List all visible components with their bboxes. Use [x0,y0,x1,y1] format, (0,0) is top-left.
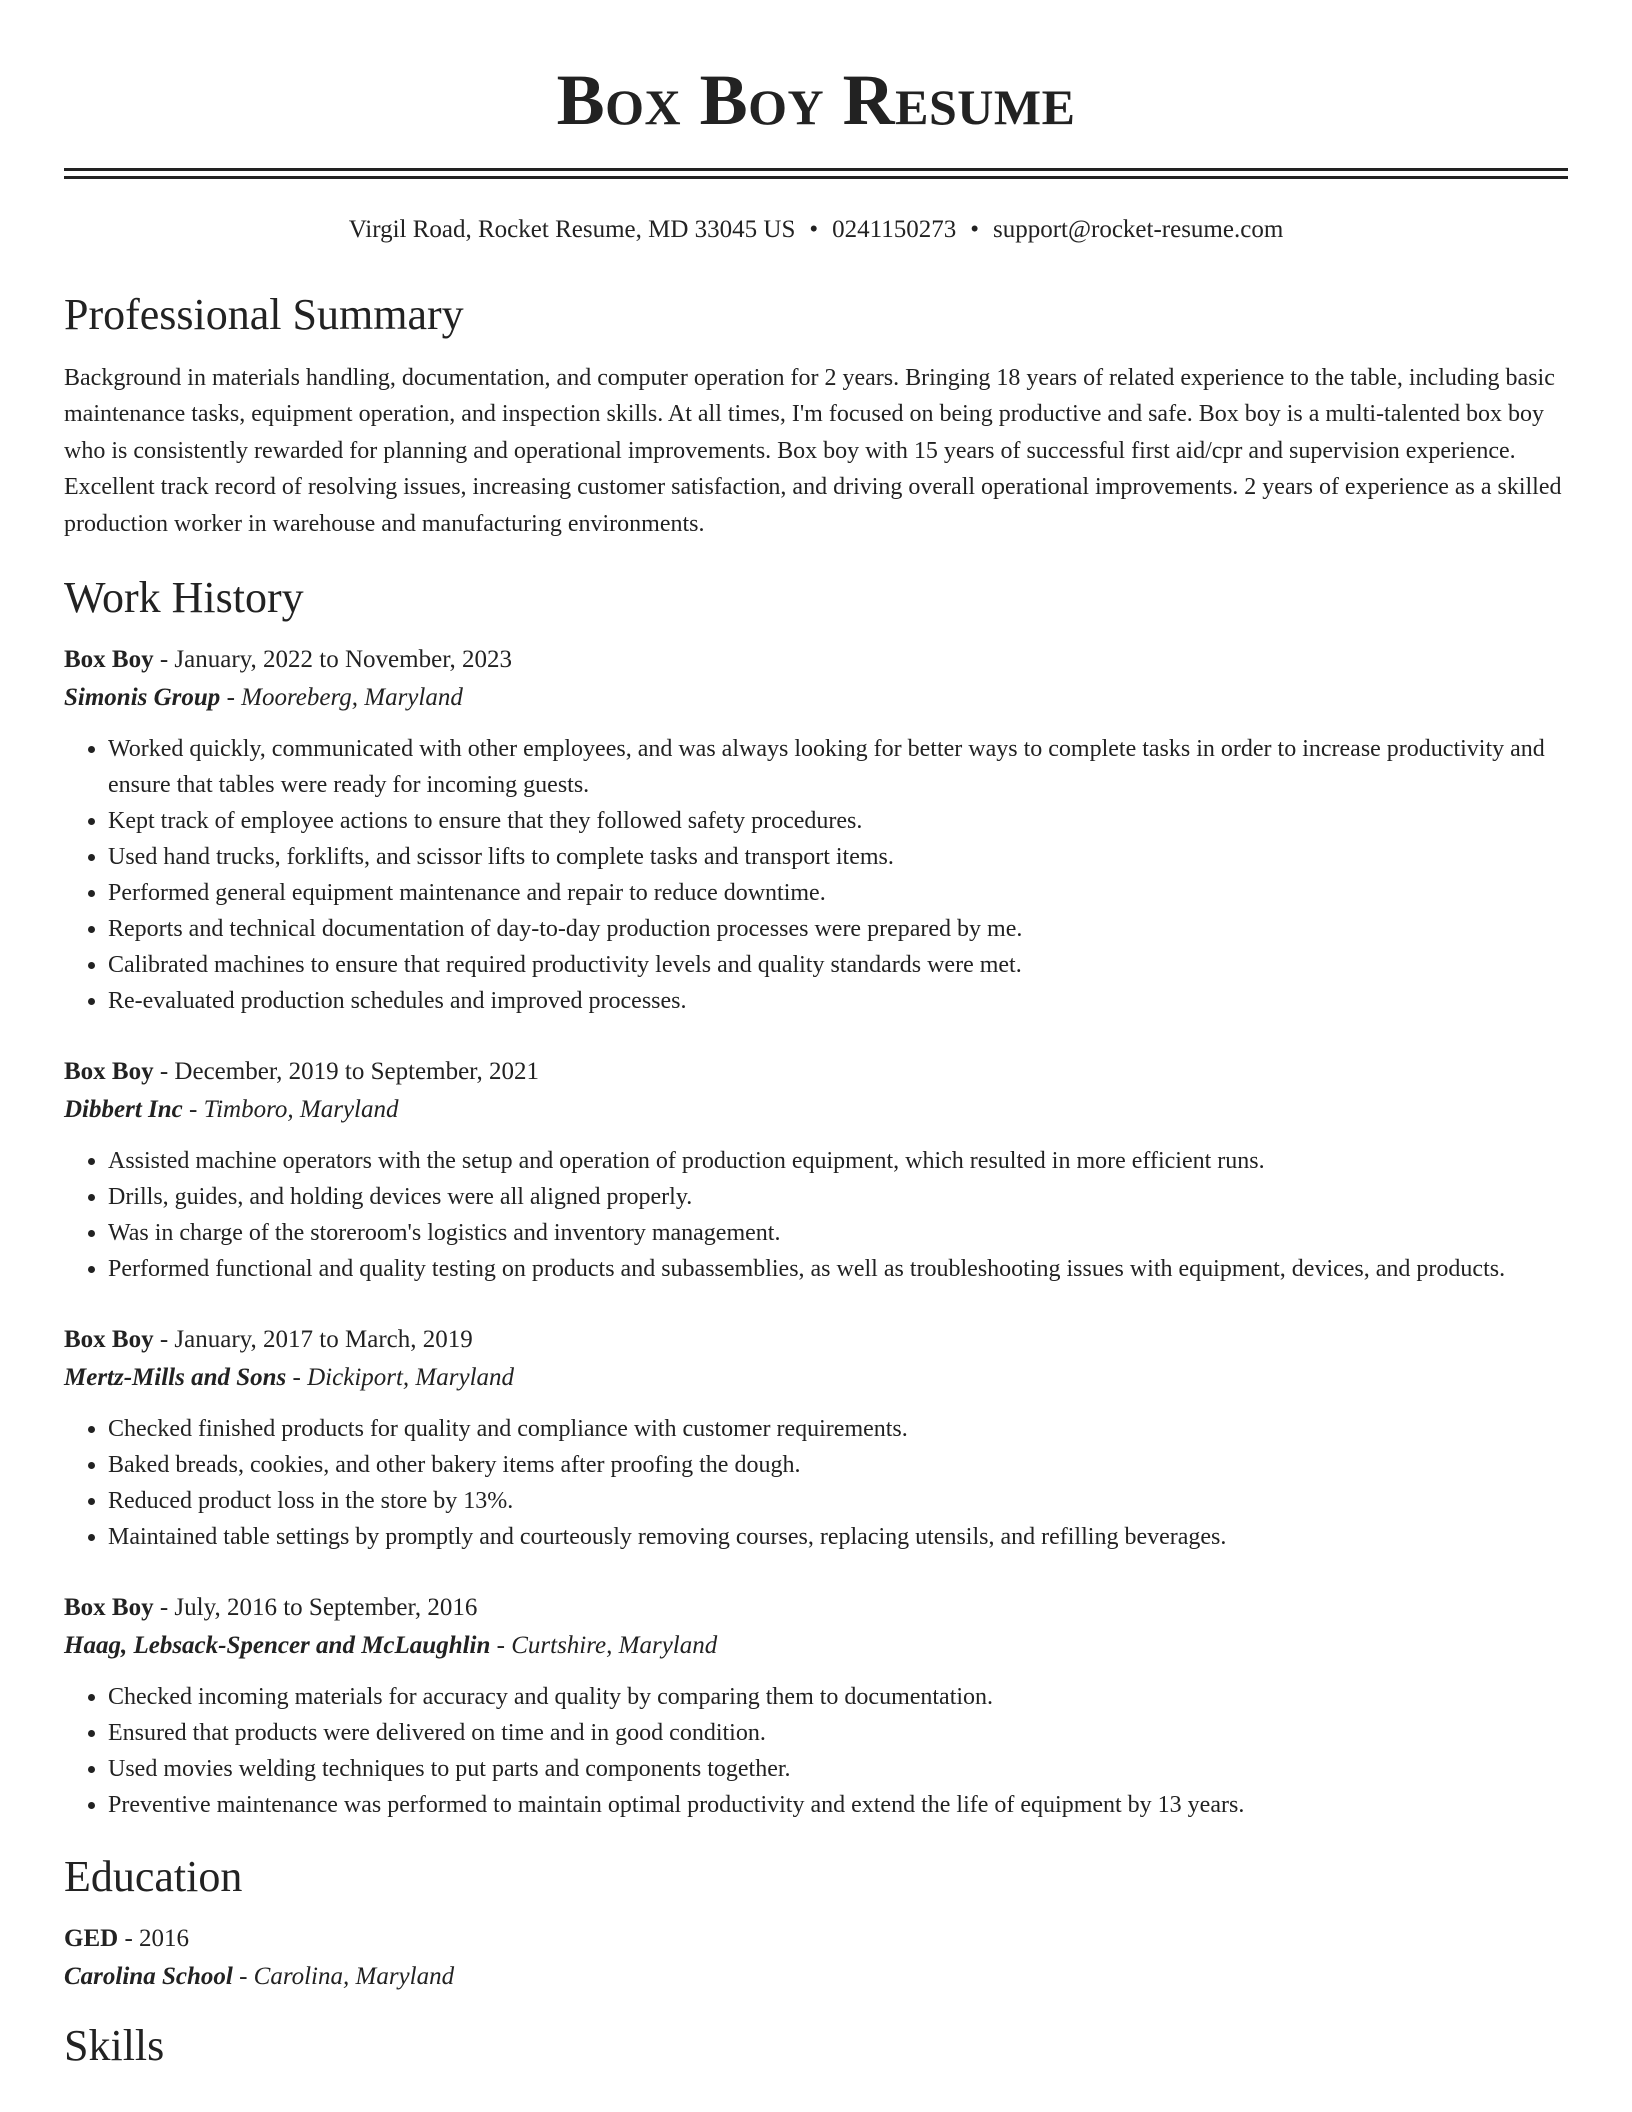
job-title: Box Boy [64,1326,154,1354]
company-name: Haag, Lebsack-Spencer and McLaughlin [64,1632,491,1660]
education-year: - 2016 [118,1924,190,1952]
duty-item: • Reduced product loss in the store by 13%. [108,1483,1568,1519]
education-school-line [64,1962,1568,1992]
duty-item: • Kept track of employee actions to ensure that they followed safety procedures. [108,803,1568,839]
duty-item: • Assisted machine operators with the setup and operation of production equipment, which resulted in more efficient runs. [108,1143,1568,1179]
company-line [64,1363,1568,1393]
duty-item: • Performed functional and quality testing on products and subassemblies, as well as troubleshooting issues with equipment, devices, and products. [108,1251,1568,1287]
contact-separator: • [809,216,819,243]
contact-phone: 0241150273 [832,216,957,243]
duty-item: • Checked incoming materials for accuracy and quality by comparing them to documentation. [108,1679,1568,1715]
job-title-line [64,1057,1568,1087]
duty-item: • Maintained table settings by promptly and courteously removing courses, replacing utensils, and refilling beverages. [108,1519,1568,1555]
duty-list [64,731,1568,1019]
company-name: Simonis Group [64,684,221,712]
job-dates: - December, 2019 to September, 2021 [153,1058,539,1086]
job-entry [64,1057,1568,1287]
contact-line [64,215,1568,245]
job-entry [64,645,1568,1019]
job-title: Box Boy [64,1594,154,1622]
company-line [64,683,1568,713]
duty-item: • Used movies welding techniques to put parts and components together. [108,1751,1568,1787]
duty-item: • Used hand trucks, forklifts, and scissor lifts to complete tasks and transport items. [108,839,1568,875]
work-history-heading: Work History [64,573,304,623]
contact-email: support@rocket-resume.com [992,216,1284,243]
duty-item: • Preventive maintenance was performed to maintain optimal productivity and extend the life of equipment by 13 years. [108,1787,1568,1823]
job-dates: - January, 2017 to March, 2019 [153,1326,473,1354]
duty-list [64,1679,1568,1823]
resume-title: Box Boy Resume [556,60,1076,140]
contact-address: Virgil Road, Rocket Resume, MD 33045 US [348,216,796,243]
job-title: Box Boy [64,1058,154,1086]
duty-item: • Performed general equipment maintenance and repair to reduce downtime. [108,875,1568,911]
summary-heading: Professional Summary [64,290,464,339]
summary-text: Background in materials handling, documentation, and computer operation for 2 years. Bringing 18 years of related experience to the table, including basic maintenance tasks, equipment operation, and inspection skills. At all times, I'm focused on being productive and safe. Box boy is a multi-talented box boy who is consistently rewarded for planning and operational improvements. Box boy with 15 years of successful first aid/cpr and supervision experience. Excellent track record of resolving issues, increasing customer satisfaction, and driving overall operational improvements. 2 years of experience as a skilled production worker in warehouse and manufacturing environments. [64,364,1562,537]
duty-item: • Baked breads, cookies, and other bakery items after proofing the dough. [108,1447,1568,1483]
duty-item: • Calibrated machines to ensure that required productivity levels and quality standards were met. [108,947,1568,983]
company-location: - Mooreberg, Maryland [220,684,463,712]
company-line [64,1631,1568,1661]
job-title-line [64,1325,1568,1355]
duty-item: • Worked quickly, communicated with other employees, and was always looking for better ways to complete tasks in order to increase productivity and ensure that tables were ready for incoming guests. [108,731,1568,803]
duty-item: • Re-evaluated production schedules and improved processes. [108,983,1568,1019]
job-dates: - January, 2022 to November, 2023 [153,646,513,674]
skills-heading: Skills [64,2020,165,2070]
education-degree-line [64,1924,1568,1954]
duty-list [64,1143,1568,1287]
job-title: Box Boy [64,646,154,674]
education-heading: Education [64,1852,243,1902]
duty-item: • Reports and technical documentation of day-to-day production processes were prepared by me. [108,911,1568,947]
title-divider [64,168,1568,179]
company-name: Mertz-Mills and Sons [64,1364,287,1392]
company-location: - Dickiport, Maryland [286,1364,515,1392]
company-name: Dibbert Inc [64,1096,183,1124]
company-location: - Curtshire, Maryland [490,1632,718,1660]
job-entry [64,1325,1568,1555]
duty-list [64,1411,1568,1555]
education-school: Carolina School [64,1962,233,1990]
job-title-line [64,1593,1568,1623]
job-title-line [64,645,1568,675]
job-entry [64,1593,1568,1823]
education-degree: GED [64,1924,119,1952]
company-location: - Timboro, Maryland [182,1096,399,1124]
education-location: - Carolina, Maryland [232,1962,455,1990]
duty-item: • Checked finished products for quality and compliance with customer requirements. [108,1411,1568,1447]
company-line [64,1095,1568,1125]
contact-separator: • [970,216,979,243]
duty-item: • Drills, guides, and holding devices were all aligned properly. [108,1179,1568,1215]
duty-item: • Ensured that products were delivered on time and in good condition. [108,1715,1568,1751]
duty-item: • Was in charge of the storeroom's logistics and inventory management. [108,1215,1568,1251]
job-dates: - July, 2016 to September, 2016 [153,1594,478,1622]
